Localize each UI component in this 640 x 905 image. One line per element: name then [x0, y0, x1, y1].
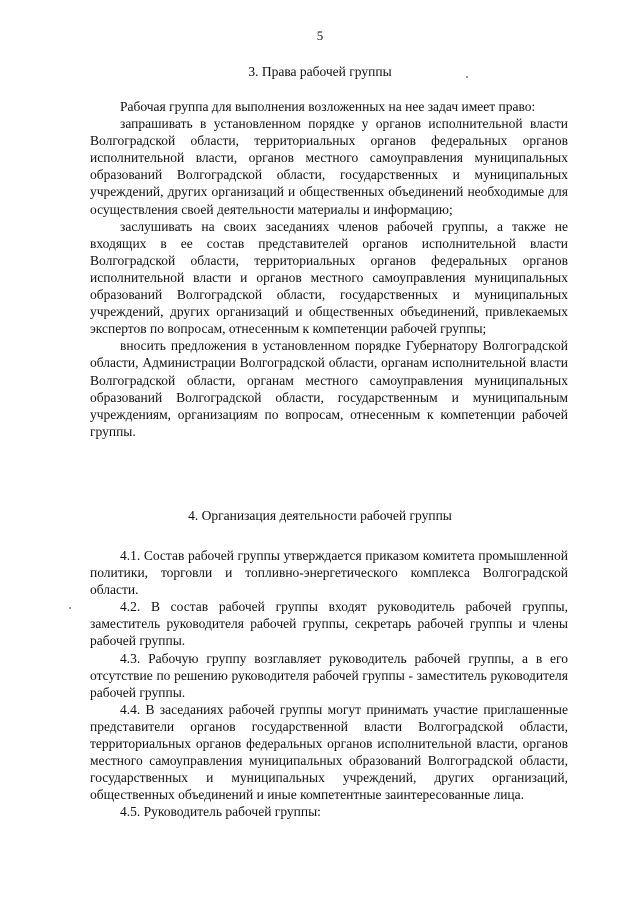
paragraph: 4.3. Рабочую группу возглавляет руководитель рабочей группы, а в его отсутствие по решению руководителя рабочей группы - заместитель руководителя рабочей группы. [90, 650, 568, 700]
scan-speck [466, 76, 468, 78]
scan-speck [69, 607, 71, 609]
section-body-organization [90, 547, 568, 821]
paragraph: 4.2. В состав рабочей группы входят руководитель рабочей группы, заместитель руководителя рабочей группы, секретарь рабочей группы и члены рабочей группы. [90, 599, 568, 649]
paragraph: 4.4. В заседаниях рабочей группы могут принимать участие приглашенные представители органов государственной власти Волгоградской области, территориальных органов федеральных органов исполнительной власти, органов местного самоуправления муниципальных образований Волгоградской области, государственных и муниципальных учреждений, других организаций, общественных объединений и иные компетентные заинтересованные лица. [90, 701, 568, 803]
paragraph: 4.1. Состав рабочей группы утверждается приказом комитета промышленной политики, торговли и топливно-энергетического комплекса Волгоградской области. [90, 548, 568, 598]
paragraph: 4.5. Руководитель рабочей группы: [120, 804, 321, 820]
section-body-rights [90, 98, 568, 440]
section-heading-organization: 4. Организация деятельности рабочей группы [188, 508, 452, 523]
paragraph: вносить предложения в установленном порядке Губернатору Волгоградской области, Администрации Волгоградской области, органам исполнительной власти Волгоградской области, органам местного самоуправления муниципальных образований Волгоградской области, государственным и муниципальным учреждениям, организациям по вопросам, отнесенным к компетенции рабочей группы. [90, 338, 568, 439]
paragraph: заслушивать на своих заседаниях членов рабочей группы, а также не входящих в ее состав представителей органов исполнительной власти Волгоградской области, территориальных органов федеральных органов исполнительной власти и органов местного самоуправления муниципальных образований Волгоградской области, государственных и муниципальных учреждений, других организаций и общественных объединений, привлекаемых экспертов по вопросам, отнесенным к компетенции рабочей группы; [90, 218, 568, 337]
section-heading-rights: 3. Права рабочей группы [248, 64, 392, 79]
paragraph: Рабочая группа для выполнения возложенных на нее задач имеет право: [120, 99, 536, 114]
page-number: 5 [316, 28, 324, 43]
paragraph: запрашивать в установленном порядке у органов исполнительной власти Волгоградской области, территориальных органов федеральных органов исполнительной власти, органов местного самоуправления муниципальных образований Волгоградской области, государственных и муниципальных учреждений, других организаций и общественных объединений необходимые для осуществления своей деятельности материалы и информацию; [90, 116, 568, 217]
